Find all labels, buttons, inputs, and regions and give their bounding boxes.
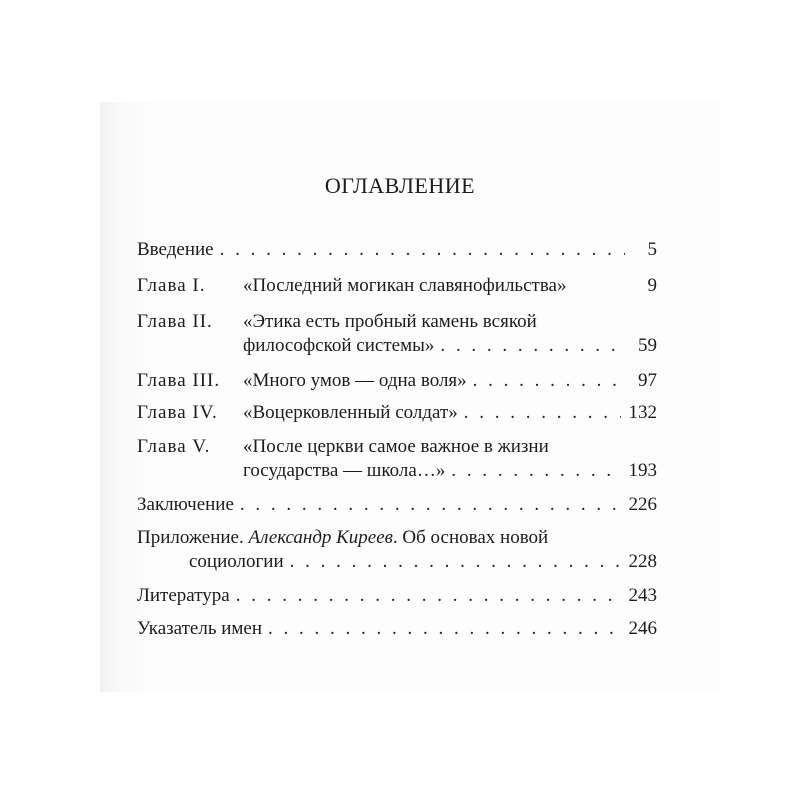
toc-entry-appendix (137, 526, 657, 574)
toc-chapter-title: «Воцерковленный солдат» (243, 402, 458, 423)
toc-chapter-title: «Много умов — одна воля» (243, 370, 467, 391)
dot-leader (440, 334, 625, 358)
toc-chapter-number: Глава IV. (137, 402, 218, 423)
toc-entry-bibliography (137, 584, 657, 608)
dot-leader (236, 584, 621, 608)
toc-chapter-title: «Последний могикан славянофильства» (243, 275, 567, 296)
toc-page-number: 132 (628, 402, 657, 423)
toc-entry-conclusion (137, 493, 657, 517)
toc-chapter-number: Глава I. (137, 275, 206, 296)
toc-chapter-title: «После церкви самое важное в жизни (243, 436, 549, 457)
toc-page-number: 9 (647, 275, 657, 296)
toc-label: Указатель имен (137, 618, 263, 639)
toc-page-number: 246 (628, 618, 657, 639)
dot-leader (464, 401, 621, 425)
toc-entry-chapter-1 (137, 274, 657, 298)
toc-label-cont: социологии (189, 551, 284, 572)
toc-page-number: 59 (638, 335, 657, 356)
toc-entry-chapter-3 (137, 369, 657, 393)
toc-page-number: 226 (628, 494, 657, 515)
toc-entry-chapter-4 (137, 401, 657, 425)
toc-author: Александр Киреев (248, 527, 393, 548)
dot-leader (268, 617, 620, 641)
toc-page-number: 193 (628, 460, 657, 481)
toc-page-number: 243 (628, 585, 657, 606)
toc-chapter-title: «Этика есть пробный камень всякой (243, 311, 537, 332)
toc-label: Заключение (137, 494, 234, 515)
toc-page-number: 5 (647, 239, 657, 260)
toc-label: Приложение. Александр Киреев. Об основах новой (137, 527, 549, 548)
dot-leader (473, 369, 625, 393)
dot-leader (451, 459, 620, 483)
toc-chapter-title-cont: государства — школа…» (243, 460, 446, 481)
toc-label: Введение (137, 239, 214, 260)
dot-leader (220, 238, 625, 262)
page-title: ОГЛАВЛЕНИЕ (324, 173, 476, 198)
dot-leader (240, 493, 621, 517)
dot-leader (290, 550, 621, 574)
toc-chapter-number: Глава III. (137, 370, 221, 391)
toc-label: Литература (137, 585, 230, 606)
toc-entry-chapter-2 (137, 310, 657, 358)
toc-chapter-title-cont: философской системы» (243, 335, 435, 356)
toc-chapter-number: Глава V. (137, 436, 211, 457)
toc-page-number: 228 (628, 551, 657, 572)
toc-entry-chapter-5 (137, 435, 657, 483)
toc-entry-introduction (137, 238, 657, 262)
toc-page-number: 97 (638, 370, 657, 391)
toc-chapter-number: Глава II. (137, 311, 213, 332)
toc-entry-name-index (137, 617, 657, 641)
